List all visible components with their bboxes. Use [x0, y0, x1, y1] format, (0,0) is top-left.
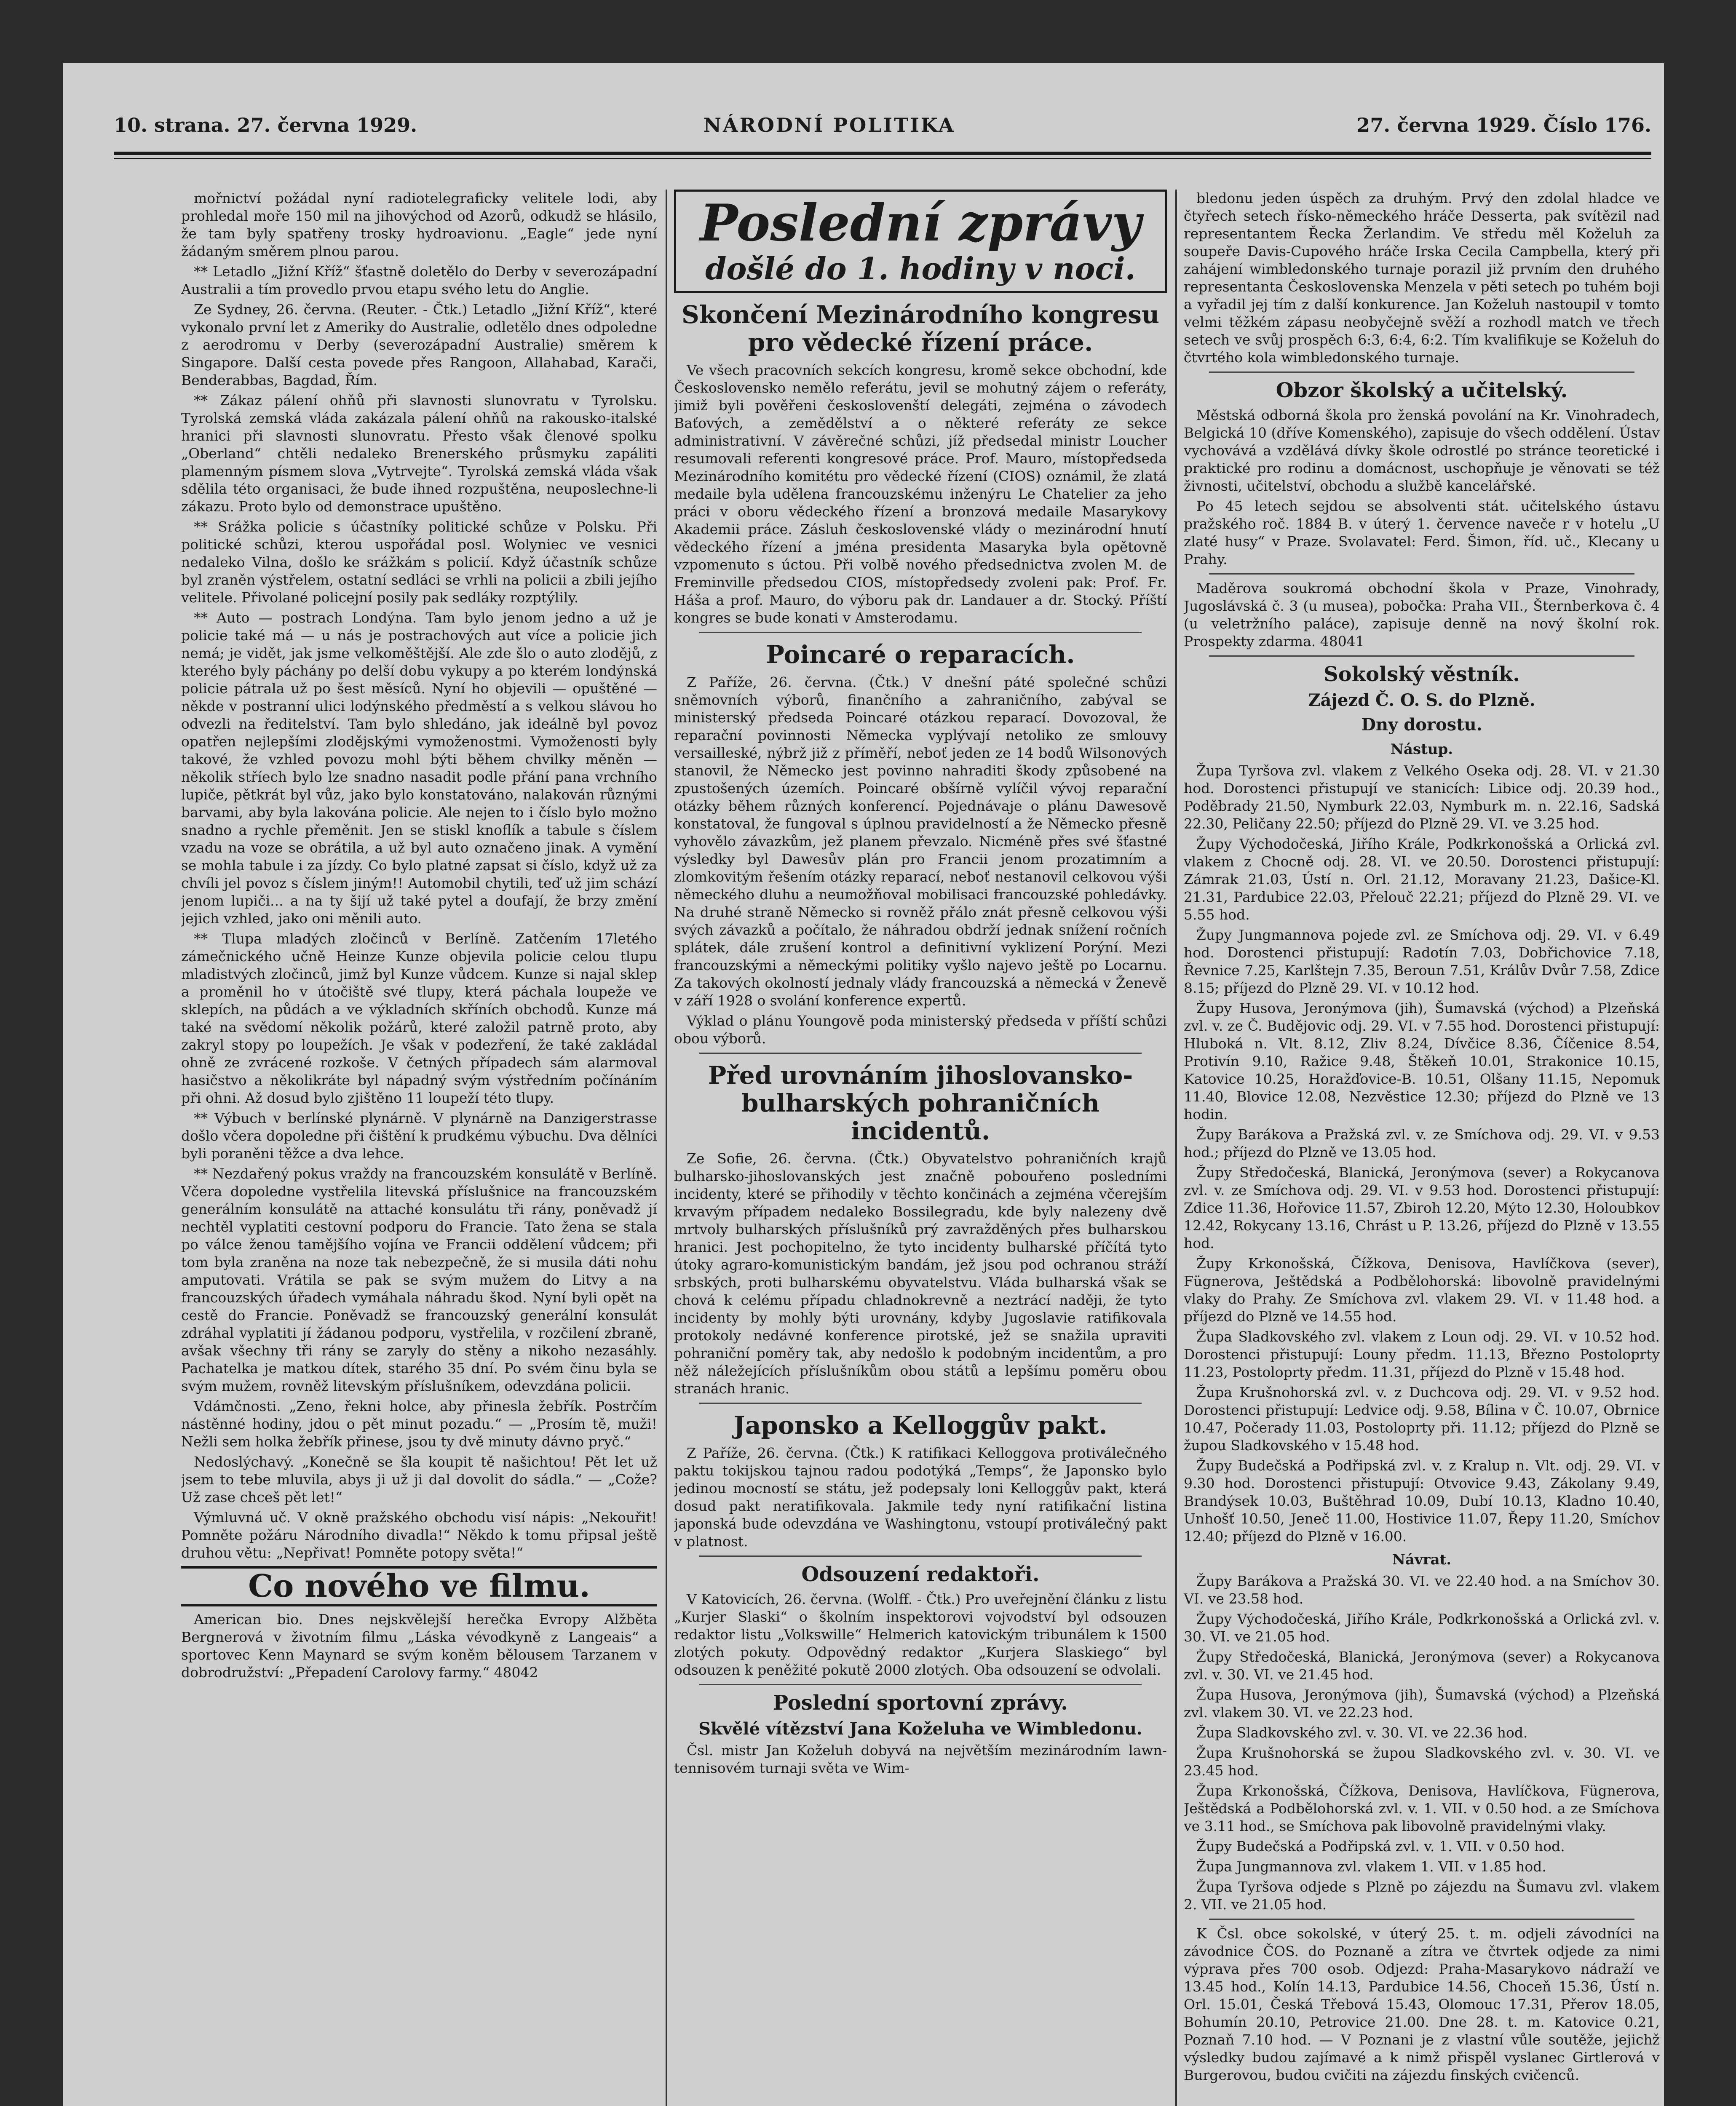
article-paragraph: Vdámčnosti. „Zeno, řekni holce, aby přinesla žebřík. Postrčím nástěnné hodiny, jdou o pět minut pozadu.“ — „Prosím tě, muži! Nežli sem holka žebřík přinese, jsou ty dvě minuty dávno pryč.“: [181, 1398, 657, 1450]
schedule-paragraph: Župa Jungmannova zvl. vlakem 1. VII. v 1.85 hod.: [1196, 1858, 1546, 1875]
divider: [699, 632, 1142, 633]
header-right: 27. června 1929. Číslo 176.: [1356, 114, 1651, 136]
schedule-paragraph: Župy Barákova a Pražská zvl. v. ze Smíchova odj. 29. VI. v 9.53 hod.; příjezd do Plzně ve 13.05 hod.: [1184, 1126, 1660, 1160]
section-heading: Sokolský věstník.: [1324, 663, 1520, 686]
section-subheading: Dny dorostu.: [1361, 715, 1482, 735]
article-paragraph: ** Výbuch v berlínské plynárně. V plynárně na Danzigerstrasse došlo včera dopoledne při čištění k prudkému výbuchu. Dva dělníci byli poraněni těžce a dva lehce.: [181, 1110, 657, 1162]
schedule-paragraph: Župa Krkonošská, Čížkova, Denisova, Havlíčkova, Fügnerova, Ještědská a Podbělohorská zvl. v. 1. VII. v 0.50 hod. a ze Smíchova ve 3.11 hod., se Smíchova pak libovolně pravidelnými vlaky.: [1184, 1783, 1660, 1834]
schedule-paragraph: Župy Budečská a Podřipská zvl. v. z Kralup n. Vlt. odj. 29. VI. v 9.30 hod. Dorostenci přistupují: Otvovice 9.43, Zákolany 9.49, Brandýsek 10.03, Buštěhrad 10.09, Dubí 10.13, Kladno 10.40, Unhošť 10.50, Jeneč 11.00, Hostivice 11.07, Řepy 11.20, Smíchov 12.40; příjezd do Plzně v 16.00.: [1184, 1457, 1660, 1545]
divider: [699, 1053, 1142, 1054]
article-headline: Poslední sportovní zprávy.: [773, 1691, 1068, 1715]
article-paragraph: Ze Sofie, 26. června. (Čtk.) Obyvatelstvo pohraničních krajů bulharsko-jihoslovanských jest značně pobouřeno posledními incidenty, které se přihodily v těchto končinách a zejména včerejším krvavým případem nedaleko Bossilegradu, kde byly nalezeny dvě mrtvoly bulharských příslušníků prý zavražděných přes bulharskou hranici. Jest pochopitelno, že tyto incidenty bulharské příčítá tyto útoky agraro-komunistickým bandám, jež jsou pod ochranou stráží srbských, proti bulharskému obyvatelstvu. Vláda bulharská však se chová k celému případu chladnokrevně a neztrácí naději, že tyto incidenty by mohly býti urovnány, kdyby Jugoslavie ratifikovala protokoly nedávné konference pirotské, jež se snažila upraviti pohraniční poměry tak, aby nedošlo k podobným incidentům, a pro něž náležejících příslušníkům obou států a lepšímu poměru obou stranách hranic.: [674, 1150, 1167, 1397]
movie-section-heading: Co nového ve filmu.: [181, 1566, 657, 1606]
article-paragraph: Po 45 letech sejdou se absolventi stát. učitelského ústavu pražského roč. 1884 B. v úterý 1. července naveče r v hotelu „U zlaté husy“ v Praze. Svolavatel: Ferd. Šimon, říd. uč., Klecany u Prahy.: [1184, 498, 1660, 567]
schedule-paragraph: Župy Krkonošská, Čížkova, Denisova, Havlíčkova (sever), Fügnerova, Ještědská a Podbělohorská: libovolně pravidelnými vlaky do Prahy. Ze Smíchova zvl. vlakem 29. VI. v 11.48 hod. a příjezd do Plzně ve 14.55 hod.: [1184, 1255, 1660, 1325]
article-paragraph: Z Paříže, 26. června. (Čtk.) K ratifikaci Kelloggova protiválečného paktu tokijskou tajnou radou podotýká „Temps“, že Japonsko bylo jedinou mocností se státu, jež podepsaly loni Kelloggův pakt, která dosud pakt neratifikovala. Jakmile tedy nyní ratifikační listina japonská bude odevzdána ve Washingtonu, vstoupí protiválečný pakt v platnost.: [674, 1445, 1167, 1550]
schedule-paragraph: Župy Barákova a Pražská 30. VI. ve 22.40 hod. a na Smíchov 30. VI. ve 23.58 hod.: [1184, 1573, 1660, 1607]
article-paragraph: ** Auto — postrach Londýna. Tam bylo jenom jedno a už je policie také má — u nás je postrachových aut více a policie jich nemá; je vidět, jak jsme velkoměštější. Ale zde šlo o auto zlodějů, z kterého byly páchány po delší dobu vykupy a po kterém londýnská policie pátrala už po šest měsíců. Nyní ho objevili — opuštěné — někde v postranní ulici lodýnského předměstí a s velkou slávou ho odvezli na ředitelství. Tam bylo shledáno, jak ideálně byl povoz opatřen nejlepšími zlodějskými vymoženostmi. Vymoženosti byly takové, že vzhled povozu mohl býti během chvilky měněn — několik stříech bylo lze snadno nasadit podle přání pana vrchního lupiče, pětkrát byl vůz, jako bylo konstatováno, nalakován různými barvami, aby byla lakována policie. Ale nejen to i číslo bylo možno snadno a rychle přeměnit. Jen se stiskl knoflík a tabule s číslem vzadu na voze se obrátila, a už byl auto označeno jinak. A vymění se mohla tabule i za jízdy. Co bylo platné zapsat si číslo, když už za chvíli jel povoz s číslem jiným!! Automobil chytili, teď už jim schází jenom lupiči... a na ty šijí už také pytel a doufají, že brzy změní jejich vzhled, jako oni měnili auto.: [181, 609, 657, 927]
article-paragraph: ** Nezdařený pokus vraždy na francouzském konsulátě v Berlíně. Včera dopoledne vystřelila litevská příslušnice na francouzském generálním konsulátě na attaché konsulátu tři rány, poněvadž jí nechtěl vyplatiti cestovní podporu do Francie. Tato žena se stala po válce ženou tamějšího vojína ve Francii oddělení vůdcem; při tom byla zraněna na noze tak nebezpečně, že si musila dáti nohu amputovati. Vrátila se pak se svým mužem do Litvy a na francouzských úřadech vymáhala náhradu škod. Nyní byli opět na cestě do Francie. Poněvadž se francouzský generální konsulát zdráhal vyplatiti jí žádanou podporu, vystřelila, v rozčilení zbraně, avšak všechny tři rány se zaryly do stěny a nikoho nezasáhly. Pachatelka je matkou dítek, starého 35 dní. Po svém činu byla se svým mužem, rovněž litevským příslušníkem, odevzdána policii.: [181, 1165, 657, 1394]
latest-news-subtitle: došlé do 1. hodiny v noci.: [705, 251, 1136, 286]
article-subheadline: Skvělé vítězství Jana Koželuha ve Wimbledonu.: [698, 1719, 1142, 1739]
section-subheading: Nástup.: [1390, 741, 1453, 758]
page-header: [114, 110, 1651, 147]
schedule-paragraph: Župy Východočeská, Jiřího Krále, Podkrkonošská a Orlická zvl. vlakem z Chocně odj. 28. VI. ve 20.50. Dorostenci přistupují: Zámrak 21.03, Ústí n. Orl. 21.12, Moravany 21.23, Dašice-Kl. 21.31, Pardubice 22.03, Přelouč 22.21; příjezd do Plzně 29. VI. ve 5.55 hod.: [1184, 836, 1660, 923]
article-paragraph: Výmluvná uč. V okně pražského obchodu visí nápis: „Nekouřit! Pomněte požáru Národního divadla!“ Někdo k tomu připsal ještě druhou větu: „Nepřivat! Pomněte potopy světa!“: [181, 1509, 657, 1561]
schedule-paragraph: Župa Sladkovského zvl. vlakem z Loun odj. 29. VI. v 10.52 hod. Dorostenci přistupují: Louny předm. 11.13, Březno Postoloprty 11.23, Postoloprty předm. 11.31, příjezd do Plzně v 15.48 hod.: [1184, 1328, 1660, 1380]
column-divider: [1175, 190, 1177, 2106]
divider: [1209, 371, 1634, 373]
header-rule: [114, 152, 1651, 155]
header-masthead: NÁRODNÍ POLITIKA: [703, 114, 955, 136]
schedule-paragraph: Župy Východočeská, Jiřího Krále, Podkrkonošská a Orlická zvl. v. 30. VI. ve 21.05 hod.: [1184, 1611, 1660, 1645]
article-paragraph: Ve všech pracovních sekcích kongresu, kromě sekce obchodní, kde Československo nemělo referátu, jevil se mohutný zájem o referáty, jimiž byli pověřeni českoslovenští delegáti, zejména o závodech Baťových, a zemědělství a o některé referáty ze sekce administrativní. V závěrečné schůzi, jíž předsedal ministr Loucher resumovali referenti kongresové práce. Prof. Mauro, místopředseda Mezinárodního komitétu pro vědecké řízení (CIOS) oznámil, že zlatá medaile byla udělena francouzskému inženýru Le Chatelier za jeho práci v oboru vědeckého řízení a bronzová medaile Masarykovy Akademii práce. Zásluh československé vlády o mezinárodní hnutí vědeckého řízení a jména presidenta Masaryka byla opětovně vzpomenuto s úctou. Při volbě nového předsednictva zvolen M. de Freminville předsedou CIOS, místopředsedy zvoleni pak: Prof. Fr. Háša a prof. Mauro, do výboru pak dr. Landauer a dr. Stocký. Příští kongres se bude konati v Amsterodamu.: [674, 362, 1167, 626]
article-headline: Skončení Mezinárodního kongresu pro vědecké řízení práce.: [681, 300, 1160, 357]
article-paragraph: Z Paříže, 26. června. (Čtk.) V dnešní páté společné schůzi sněmovních výborů, finančního a zahraničního, zabýval se ministerský předseda Poincaré otázkou reparací. Dovozoval, že reparační povinnosti Německa vyplývají netoliko ze smlouvy versailleské, nýbrž již z příměří, neboť jeden ze 14 bodů Wilsonových stanovil, že Německo jest povinno nahraditi škody způsobené na zpustošených územích. Poincaré obšírně vylíčil vývoj reparační otázky během různých konferencí. Pojednávaje o plánu Dawesově konstatoval, že fungoval s úplnou pravidelností a že Německo přesně vyhovělo závazkům, jež planem převzalo. Nicméně přes své šťastné výsledky byl Dawesův plán pro Francii jenom prozatimním a zlomkovitým řešením otázky reparací, neboť nestanovil celkovou výši německého dluhu a neumožňoval mobilisaci francouzské pohledávky. Na druhé straně Německo si rovněž přálo znát přesně celkovou výši svých závazků a počítalo, že náhradou obdrží jednak snížení ročních splátek, dále zrušení kontrol a definitivní vyklizení Porýní. Mezi francouzskými a německými politiky vyšlo najevo ještě po Locarnu. Za takových okolností jednaly vlády francouzská a německá v Ženevě v září 1928 o svolání konference expertů.: [674, 674, 1167, 1009]
latest-news-box: [674, 190, 1167, 293]
article-paragraph: Čsl. mistr Jan Koželuh dobyvá na největším mezinárodním lawn-tennisovém turnaji světa ve Wim-: [674, 1742, 1167, 1776]
divider: [1209, 655, 1634, 657]
latest-news-title: Poslední zprávy: [700, 193, 1141, 253]
article-paragraph: K Čsl. obce sokolské, v úterý 25. t. m. odjeli závodníci na závodnice ČOS. do Poznaně a zítra ve čtvrtek odjede za nimi výprava přes 700 osob. Odjezd: Praha-Masarykovo nádraží ve 13.45 hod., Kolín 14.13, Pardubice 14.56, Choceň 15.36, Ústí n. Orl. 15.01, Česká Třebová 15.43, Olomouc 17.31, Přerov 18.05, Bohumín 20.10, Petrovice 21.00. Dne 28. t. m. Katovice 0.21, Poznaň 7.10 hod. — V Poznani je z vlastní vůle soutěže, jejichž výsledky budou zajímavé a k nimž přispěl vyslanec Girtlerová v Burgerovou, budou cvičiti na zájezdu finských cvičenců.: [1184, 1925, 1660, 2083]
schedule-paragraph: Župy Středočeská, Blanická, Jeronýmova (sever) a Rokycanova zvl. v. 30. VI. ve 21.45 hod.: [1184, 1649, 1660, 1683]
movie-paragraph: American bio. Dnes nejskvělejší herečka Evropy Alžběta Bergnerová v životním filmu „Láska vévodkyně z Langeais“ a sportovec Kenn Maynard se svým koněm bělousem Tarzanem v dobrodružství: „Přepadení Carolovy farmy.“ 48042: [181, 1611, 657, 1681]
column-3: [1184, 190, 1660, 2106]
section-subheading: Návrat.: [1392, 1551, 1452, 1568]
divider: [1209, 1919, 1634, 1920]
article-headline: Odsouzení redaktoři.: [801, 1563, 1040, 1586]
divider: [699, 1403, 1142, 1404]
schedule-paragraph: Župa Krušnohorská zvl. v. z Duchcova odj. 29. VI. v 9.52 hod. Dorostenci přistupují: Ledvice odj. 9.58, Bílina v Č. 10.07, Obrnice 10.47, Počerady 11.03, Postoloprty při. 11.12; příjezd do Plzně se župou Sladkovského v 15.48 hod.: [1184, 1384, 1660, 1454]
schedule-paragraph: Župy Jungmannova pojede zvl. ze Smíchova odj. 29. VI. v 6.49 hod. Dorostenci přistupují: Radotín 7.03, Dobřichovice 7.18, Řevnice 7.25, Karlštejn 7.35, Beroun 7.51, Králův Dvůr 7.58, Zdice 8.15; příjezd do Plzně 29. VI. v 10.12 hod.: [1184, 927, 1660, 996]
section-subheading: Zájezd Č. O. S. do Plzně.: [1308, 690, 1535, 710]
article-paragraph: V Katovicích, 26. června. (Wolff. - Čtk.) Pro uveřejnění článku z listu „Kurjer Slaski“ o školním inspektorovi vojvodství byl odsouzen redaktor listu „Volkswille“ Helmerich katovickým tribunálem k 1500 zlotých pokuty. Odpovědný redaktor „Kurjera Slaskiego“ byl odsouzen k peněžité pokutě 2000 zlotých. Oba odsouzení se odvolali.: [674, 1591, 1167, 1678]
advert-paragraph: Maděrova soukromá obchodní škola v Praze, Vinohrady, Jugoslávská č. 3 (u musea), pobočka: Praha VII., Šternberkova č. 4 (u veletržního paláce), zapisuje denně na nový školní rok. Prospekty zdarma. 48041: [1184, 580, 1660, 649]
schedule-paragraph: Župa Husova, Jeronýmova (jih), Šumavská (východ) a Plzeňská zvl. vlakem 30. VI. ve 22.23 hod.: [1184, 1686, 1660, 1721]
article-paragraph: Nedoslýchavý. „Konečně se šla koupit tě našichtou! Pět let už jsem to tebe mluvila, abys ji už ji dal dovolit do sádla.“ — „Cože? Už zase chceš pět let!“: [181, 1454, 657, 1505]
column-2: [674, 190, 1167, 2106]
schedule-paragraph: Župa Tyršova zvl. vlakem z Velkého Oseka odj. 28. VI. v 21.30 hod. Dorostenci přistupují ve stanicích: Libice odj. 20.39 hod., Poděbrady 21.50, Nymburk 22.03, Nymburk m. n. 22.16, Sadská 22.30, Peličany 22.50; příjezd do Plzně 29. VI. ve 3.25 hod.: [1184, 762, 1660, 832]
schedule-paragraph: Župa Sladkovského zvl. v. 30. VI. ve 22.36 hod.: [1196, 1724, 1528, 1741]
header-rule-thin: [114, 158, 1651, 159]
article-paragraph: ** Zákaz pálení ohňů při slavnosti slunovratu v Tyrolsku. Tyrolská zemská vláda zakázala pálení ohňů na rakousko-italské hranici při slavnosti slunovratu. Přesto však členové spolku „Oberland“ chtěli nedaleko Brenerského průsmyku zapáliti plamenným písmem slova „Vytrvejte“. Tyrolská zemská vláda však sdělila této organisaci, že bude ihned rozpuštěna, neuposlechne-li zákazu. Proto bylo od demonstrace upuštěno.: [181, 392, 657, 515]
divider: [1209, 573, 1634, 575]
article-paragraph: ** Tlupa mladých zločinců v Berlíně. Zatčením 17letého zámečnického učně Heinze Kunze objevila policie celou tlupu mladistvých zločinců, jimž byl Kunze vůdcem. Kunze si najal sklep a proměnil ho v útočiště své tlupy, která páchala loupeže ve sklepích, na půdách a ve výkladních skříních obchodů. Kunze má také na svědomí několik požárů, které založil patrně proto, aby zakryl stopy po loupežích. Je však v podezření, že také zakládal ohně ze zvrácené rozkoše. V četných případech sám alarmoval hasičstvo a několikráte byl nápadný svým výstředním počínáním při ohni. Až dosud bylo zjištěno 11 loupeží této tlupy.: [181, 930, 657, 1106]
article-headline: Před urovnáním jihoslovansko-bulharských pohraničních incidentů.: [708, 1061, 1133, 1145]
schedule-paragraph: Župa Krušnohorská se župou Sladkovského zvl. v. 30. VI. ve 23.45 hod.: [1184, 1745, 1660, 1779]
divider: [699, 1555, 1142, 1557]
article-paragraph: Městská odborná škola pro ženská povolání na Kr. Vinohradech, Belgická 10 (dříve Komenského), zapisuje do všech oddělení. Ústav vychovává a vzdělává dívky škole odrostlé po stránce teoretické i praktické pro rodinu a domácnost, uschopňuje je věnovati se též živnosti, učitelství, obchodu a službě kancelářské.: [1184, 407, 1660, 494]
article-paragraph: Ze Sydney, 26. června. (Reuter. - Čtk.) Letadlo „Jižní Kříž“, které vykonalo první let z Ameriky do Australie, odletělo dnes odpoledne z aerodromu v Derby (severozápadní Australie) směrem k Singapore. Další cesta povede přes Rangoon, Allahabad, Karači, Benderabbas, Bagdad, Řím.: [181, 301, 657, 388]
article-paragraph: ** Letadlo „Jižní Kříž“ šťastně doletělo do Derby v severozápadní Australii a tím provedlo prvou etapu svého letu do Anglie.: [181, 263, 657, 297]
article-paragraph: bledonu jeden úspěch za druhým. Prvý den zdolal hladce ve čtyřech setech řísko-německého hráče Desserta, pak svítězil nad representantem Řecka Žerlandim. Ve středu měl Koželuh za soupeře Davis-Cupového hráče Irska Cecila Campbella, který při zahájení wimbledonského turnaje porazil již prvním den druhého representanta Československa Menzela v pěti setech po tuhém boji a vyřadil jej tím z další konkurence. Jan Koželuh nastoupil v tomto velmi těžkém zápasu neobyčejně svěží a rozhodl match ve třech setech ve svůj prospěch 6:3, 6:4, 6:2. Tím kvalifikuje se Koželuh do čtvrtého kola wimbledonského turnaje.: [1184, 190, 1660, 366]
article-paragraph: ** Srážka policie s účastníky politické schůze v Polsku. Při politické schůzi, kterou uspořádal posl. Wolyniec ve vesnici nedaleko Vilna, došlo ke srážkám s policií. Když účastník schůze byl zraněn výstřelem, ostatní sedláci se vrhli na policii a zbili jejího velitele. Přivolané policejní posily pak sedláky rozptýlily.: [181, 518, 657, 606]
column-divider: [666, 190, 667, 2106]
article-headline: Japonsko a Kelloggův pakt.: [733, 1411, 1107, 1440]
article-paragraph: Výklad o plánu Youngově poda ministerský předseda v příští schůzi obou výborů.: [674, 1013, 1167, 1047]
schedule-paragraph: Župa Tyršova odjede s Plzně po zájezdu na Šumavu zvl. vlakem 2. VII. ve 21.05 hod.: [1184, 1879, 1660, 1913]
header-left: 10. strana. 27. června 1929.: [114, 114, 417, 136]
schedule-paragraph: Župy Husova, Jeronýmova (jih), Šumavská (východ) a Plzeňská zvl. v. ze Č. Budějovic odj. 29. VI. v 7.55 hod. Dorostenci přistupují: Hluboká n. Vlt. 8.12, Zliv 8.24, Dívčice 8.36, Číčenice 8.54, Protivín 9.10, Ražice 9.48, Štěkeň 10.01, Strakonice 10.15, Katovice 10.25, Horažďovice-B. 10.51, Olšany 11.15, Nepomuk 11.40, Blovice 12.08, Nezvěstice 12.30; příjezd do Plzně ve 13 hodin.: [1184, 1000, 1660, 1122]
article-headline: Poincaré o reparacích.: [766, 640, 1075, 669]
column-1: [181, 190, 657, 2106]
section-heading: Obzor školský a učitelský.: [1276, 379, 1568, 402]
article-paragraph: mořnictví požádal nyní radiotelegraficky velitele lodi, aby prohledal moře 150 mil na jihovýchod od Azorů, odkudž se hlásilo, že tam byly spatřeny trosky hydroavionu. „Eagle“ jede nyní žádaným směrem plnou parou.: [181, 190, 657, 259]
schedule-paragraph: Župy Budečská a Podřipská zvl. v. 1. VII. v 0.50 hod.: [1196, 1838, 1565, 1855]
schedule-paragraph: Župy Středočeská, Blanická, Jeronýmova (sever) a Rokycanova zvl. v. ze Smíchova odj. 29. VI. v 9.53 hod. Dorostenci přistupují: Zdice 11.36, Hořovice 11.57, Zbiroh 12.20, Mýto 12.30, Holoubkov 12.42, Rokycany 13.16, Chrást u P. 13.26, příjezd do Plzně v 13.55 hod.: [1184, 1164, 1660, 1251]
divider: [699, 1684, 1142, 1685]
